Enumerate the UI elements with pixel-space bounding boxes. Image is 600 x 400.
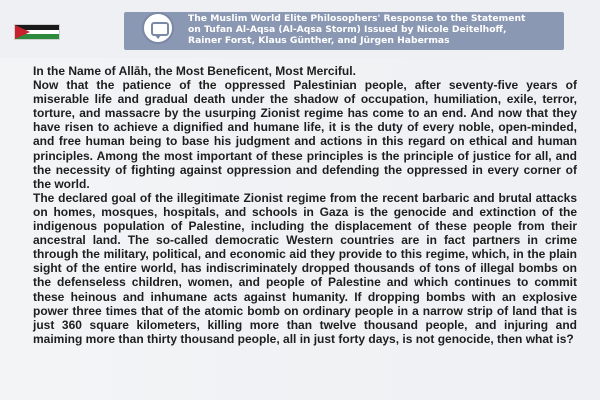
chat-bubble-logo-icon xyxy=(142,12,174,44)
letter-body xyxy=(33,64,577,346)
paragraph-2: The declared goal of the illegitimate Zionist regime from the recent barbaric and brutal attacks on homes, mosques, hospitals, and schools in Gaza is the genocide and extinction of the indigenous population of Palestine, including the displacement of these people from their ancestral land. The so-called democratic Western countries are in fact partners in crime through the military, political, and economic aid they provide to this regime, which, in the plain sight of the entire world, has indiscriminately dropped thousands of tons of illegal bombs on the defenseless children, women, and people of Palestine and which continues to commit these heinous and inhumane acts against humanity. If dropping bombs with an explosive power three times that of the atomic bomb on ordinary people in a narrow strip of land that is just 360 square kilometers, killing more than twelve thousand people, and injuring and maiming more than thirty thousand people, all in just forty days, is not genocide, then what is? xyxy=(33,190,577,346)
banner-title: The Muslim World Elite Philosophers' Response to the Statement on Tufan Al-Aqsa (Al-Aqsa Storm) Issued by Nicole Deitelhoff, Rainer Forst, Klaus Günther, and Jürgen Habermas xyxy=(188,13,526,46)
opening-invocation: In the Name of Allāh, the Most Beneficent, Most Merciful. xyxy=(33,64,356,78)
flag-red-triangle xyxy=(15,25,30,39)
logo-bubble-tail xyxy=(154,34,162,39)
palestinian-flag-icon xyxy=(14,24,60,40)
paragraph-1: Now that the patience of the oppressed Palestinian people, after seventy-five years of miserable life and gradual death under the shadow of occupation, humiliation, exile, terror, torture, and massacre by the usurping Zionist regime has come to an end. And now that they have risen to achieve a dignified and humane life, it is the duty of every noble, open-minded, and free human being to base his judgment and actions in this regard on ethical and human principles. Among the most important of these principles is the principle of justice for all, and the necessity of fighting against oppression and defending the oppressed in every corner of the world. xyxy=(33,78,577,191)
